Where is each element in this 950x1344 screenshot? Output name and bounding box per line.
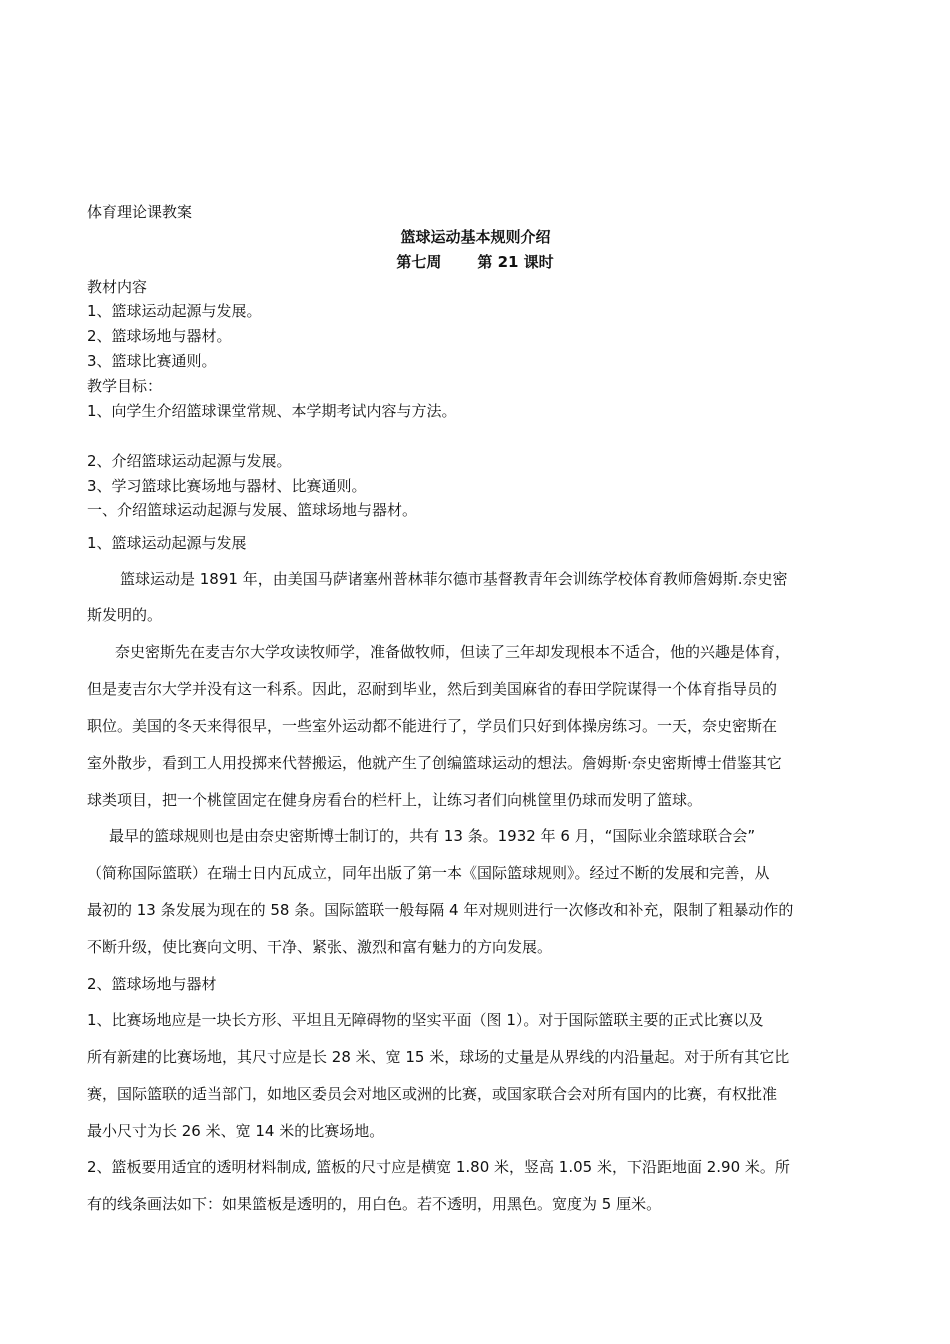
paragraph-line: （简称国际篮联）在瑞士日内瓦成立，同年出版了第一本《国际篮球规则》。经过不断的发展和完善，从 — [87, 864, 770, 882]
paragraph-line: 1、比赛场地应是一块长方形、平坦且无障碍物的坚实平面（图 1）。对于国际篮联主要的正式比赛以及 — [87, 1011, 764, 1029]
paragraph-line: 2、篮板要用适宜的透明材料制成, 篮板的尺寸应是横宽 1.80 米，竖高 1.05 米，下沿距地面 2.90 米。所 — [87, 1158, 790, 1176]
paragraph-line: 斯发明的。 — [87, 606, 163, 624]
week-label: 第七周 — [396, 253, 442, 271]
doc-type-label: 体育理论课教案 — [87, 203, 193, 221]
paragraph-line: 不断升级，使比赛向文明、干净、紧张、激烈和富有魅力的方向发展。 — [87, 938, 553, 956]
paragraph-line: 最初的 13 条发展为现在的 58 条。国际篮联一般每隔 4 年对规则进行一次修改和补充，限制了粗暴动作的 — [87, 901, 794, 919]
paragraph-line: 职位。美国的冬天来得很早，一些室外运动都不能进行了，学员们只好到体操房练习。一天，奈史密斯在 — [87, 717, 778, 735]
lesson-info — [0, 252, 950, 272]
lesson-label: 第 21 课时 — [477, 253, 554, 271]
content-item: 1、篮球运动起源与发展。 — [87, 302, 262, 320]
section-heading: 一、介绍篮球运动起源与发展、篮球场地与器材。 — [87, 501, 418, 519]
subsection-heading: 1、篮球运动起源与发展 — [87, 534, 247, 552]
content-item: 3、篮球比赛通则。 — [87, 352, 217, 370]
page-title: 篮球运动基本规则介绍 — [400, 228, 551, 246]
paragraph-line: 最早的篮球规则也是由奈史密斯博士制订的，共有 13 条。1932 年 6 月，“国际业余篮球联合会” — [109, 827, 756, 845]
paragraph-line: 室外散步，看到工人用投掷来代替搬运，他就产生了创编篮球运动的想法。詹姆斯·奈史密斯博士借鉴其它 — [87, 754, 782, 772]
paragraph-line: 赛，国际篮联的适当部门，如地区委员会对地区或洲的比赛，或国家联合会对所有国内的比赛，有权批准 — [87, 1085, 778, 1103]
objective-item: 2、介绍篮球运动起源与发展。 — [87, 452, 292, 470]
paragraph-line: 球类项目，把一个桃筐固定在健身房看台的栏杆上，让练习者们向桃筐里仍球而发明了篮球。 — [87, 791, 703, 809]
objective-item: 3、学习篮球比赛场地与器材、比赛通则。 — [87, 477, 367, 495]
paragraph-line: 奈史密斯先在麦吉尔大学攻读牧师学，准备做牧师，但读了三年却发现根本不适合，他的兴趣是体育， — [115, 643, 791, 661]
paragraph-line: 有的线条画法如下：如果篮板是透明的，用白色。若不透明，用黑色。宽度为 5 厘米。 — [87, 1195, 662, 1213]
content-item: 2、篮球场地与器材。 — [87, 327, 232, 345]
paragraph-line: 但是麦吉尔大学并没有这一科系。因此，忍耐到毕业，然后到美国麻省的春田学院谋得一个体育指导员的 — [87, 680, 778, 698]
content-heading: 教材内容 — [87, 278, 148, 296]
paragraph-line: 最小尺寸为长 26 米、宽 14 米的比赛场地。 — [87, 1122, 385, 1140]
subsection-heading: 2、篮球场地与器材 — [87, 975, 217, 993]
paragraph-line: 篮球运动是 1891 年，由美国马萨诸塞州普林菲尔德市基督教青年会训练学校体育教师詹姆斯.奈史密 — [120, 570, 788, 588]
paragraph-line: 所有新建的比赛场地，其尺寸应是长 28 米、宽 15 米，球场的丈量是从界线的内沿量起。对于所有其它比 — [87, 1048, 790, 1066]
objectives-heading: 教学目标： — [87, 377, 163, 395]
objective-item: 1、向学生介绍篮球课堂常规、本学期考试内容与方法。 — [87, 402, 457, 420]
